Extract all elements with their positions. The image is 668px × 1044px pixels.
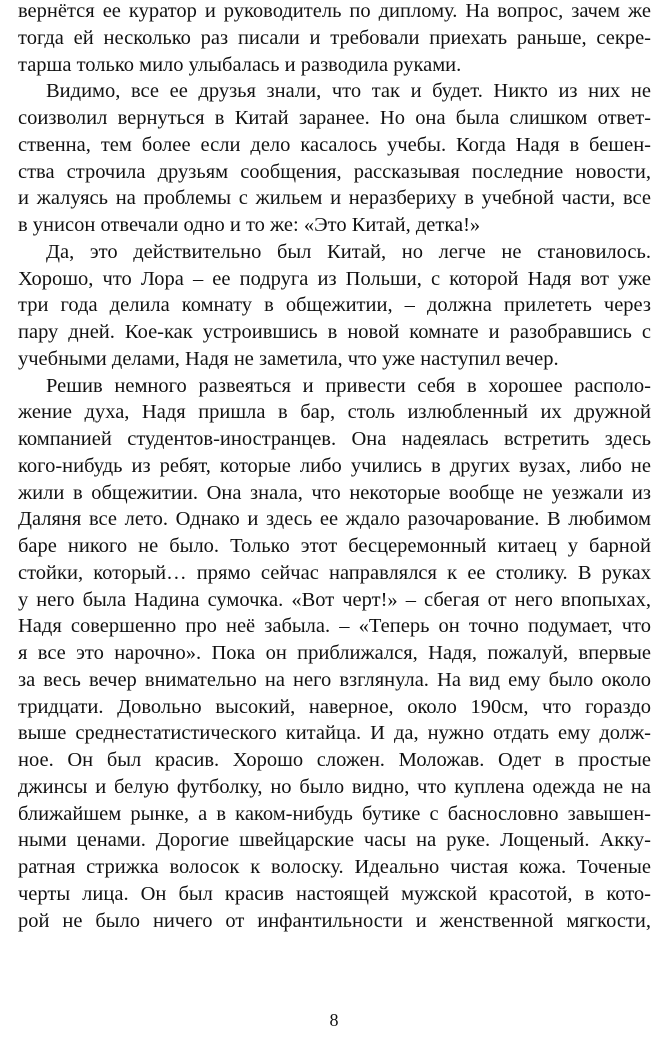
text-line: тридцати. Довольно высокий, наверное, около 190см, что гораздо [18,695,651,718]
text-line: пару дней. Кое-как устроившись в новой комнате и разобравшись с [18,321,651,343]
text-line: жение духа, Надя пришла в бар, столь излюбленный их дружной [18,401,651,424]
text-line: ными ценами. Дорогие швейцарские часы на руке. Лощеный. Акку- [18,829,651,852]
text-line: рой не было ничего от инфантильности и женственной мягкости, [18,909,651,932]
text-line: у него была Надина сумочка. «Вот черт!» – сбегая от него впопыхах, [18,588,651,611]
text-line: кого-нибудь из ребят, которые либо учились в других вузах, либо не [18,454,651,477]
text-line: ства строчила друзьям сообщения, рассказывая последние новости, [18,160,651,183]
text-line: ственна, тем более если дело касалось учебы. Когда Надя в бешен- [18,133,651,156]
page-number: 8 [329,1010,339,1030]
text-line: черты лица. Он был красив настоящей мужской красотой, в кото- [18,882,651,905]
text-line: ближайшем рынке, а в каком-нибудь бутике с баснословно завышен- [18,802,651,825]
text-line: в унисон отвечали одно и то же: «Это Китай, детка!» [18,214,481,236]
text-line: Хорошо, что Лора – ее подруга из Польши, с которой Надя вот уже [18,267,651,290]
text-line: тарша только мило улыбалась и разводила руками. [18,53,462,76]
body-text [18,0,651,934]
paragraph-first-line: Видимо, все ее друзья знали, что так и будет. Никто из них не [46,80,651,103]
text-line: и жалуясь на проблемы с жильем и неразбериху в учебной части, все [18,187,651,210]
paragraph-first-line: Да, это действительно был Китай, но легче не становилось. [46,240,651,263]
text-line: вернётся ее куратор и руководитель по диплому. На вопрос, зачем же [18,0,651,22]
text-line: выше среднестатистического китайца. И да, нужно отдать ему долж- [18,722,651,745]
text-line: жили в общежитии. Она знала, что некоторые вообще не уезжали из [18,481,651,504]
text-line: ратная стрижка волосок к волоску. Идеально чистая кожа. Точеные [18,856,651,878]
text-line: я все это нарочно». Пока он приближался, Надя, пожалуй, впервые [18,642,651,664]
text-line: учебными делами, Надя не заметила, что уже наступил вечер. [18,347,559,370]
text-line: стойки, который… прямо сейчас направлялся к ее столику. В руках [18,561,651,584]
text-line: три года делила комнату в общежитии, – должна прилететь через [18,294,651,317]
text-line: компанией студентов-иностранцев. Она надеялась встретить здесь [18,428,651,450]
text-line: Даляня все лето. Однако и здесь ее ждало разочарование. В любимом [18,508,651,531]
text-line: джинсы и белую футболку, но было видно, что куплена одежда не на [18,775,651,798]
text-line: баре никого не было. Только этот бесцеремонный китаец у барной [18,535,651,557]
text-line: ное. Он был красив. Хорошо сложен. Моложав. Одет в простые [18,749,651,771]
text-line: соизволил вернуться в Китай заранее. Но она была слишком ответ- [18,107,651,129]
text-line: тогда ей несколько раз писали и требовали приехать раньше, секре- [18,26,651,49]
text-line: Надя совершенно про неё забыла. – «Теперь он точно подумает, что [18,615,651,638]
paragraph-first-line: Решив немного развеяться и привести себя в хорошее располо- [46,374,651,397]
text-line: за весь вечер внимательно на него взглянула. На вид ему было около [18,668,651,691]
